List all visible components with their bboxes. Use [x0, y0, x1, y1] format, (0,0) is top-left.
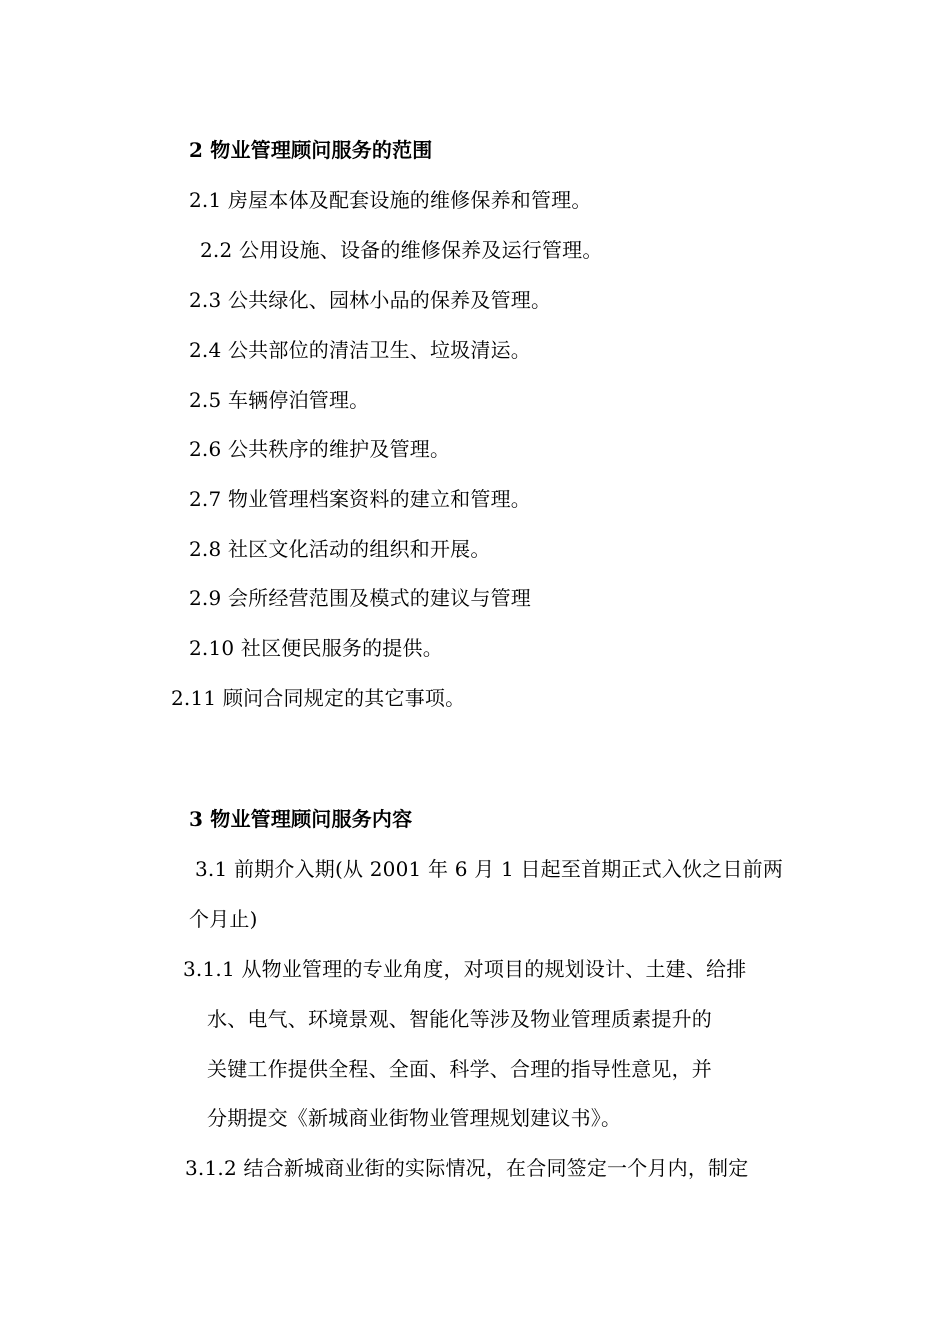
list-item-2-11: 2.11 顾问合同规定的其它事项。 [171, 686, 466, 710]
list-item-2-8: 2.8 社区文化活动的组织和开展。 [189, 537, 491, 561]
list-item-2-2: 2.2 公用设施、设备的维修保养及运行管理。 [200, 238, 603, 262]
paragraph-3-1-1-line-4: 分期提交《新城商业街物业管理规划建议书》。 [207, 1106, 622, 1130]
list-item-2-3: 2.3 公共绿化、园林小品的保养及管理。 [189, 288, 552, 312]
paragraph-3-1-1-line-2: 水、电气、环境景观、智能化等涉及物业管理质素提升的 [207, 1007, 712, 1031]
paragraph-3-1-line-1: 3.1 前期介入期(从 2001 年 6 月 1 日起至首期正式入伙之日前两 [195, 857, 784, 881]
paragraph-3-1-line-2: 个月止) [189, 907, 258, 931]
paragraph-3-1-1-line-1: 3.1.1 从物业管理的专业角度，对项目的规划设计、土建、给排 [183, 957, 747, 981]
list-item-2-7: 2.7 物业管理档案资料的建立和管理。 [189, 487, 531, 511]
list-item-2-5: 2.5 车辆停泊管理。 [189, 388, 370, 412]
paragraph-3-1-1-line-3: 关键工作提供全程、全面、科学、合理的指导性意见，并 [207, 1057, 712, 1081]
list-item-2-10: 2.10 社区便民服务的提供。 [189, 636, 443, 660]
list-item-2-6: 2.6 公共秩序的维护及管理。 [189, 437, 451, 461]
section-3-heading: 3 物业管理顾问服务内容 [189, 807, 413, 831]
list-item-2-9: 2.9 会所经营范围及模式的建议与管理 [189, 586, 531, 610]
section-2-heading: 2 物业管理顾问服务的范围 [189, 138, 433, 162]
paragraph-3-1-2-line-1: 3.1.2 结合新城商业街的实际情况，在合同签定一个月内，制定 [185, 1156, 749, 1180]
list-item-2-1: 2.1 房屋本体及配套设施的维修保养和管理。 [189, 188, 592, 212]
list-item-2-4: 2.4 公共部位的清洁卫生、垃圾清运。 [189, 338, 531, 362]
